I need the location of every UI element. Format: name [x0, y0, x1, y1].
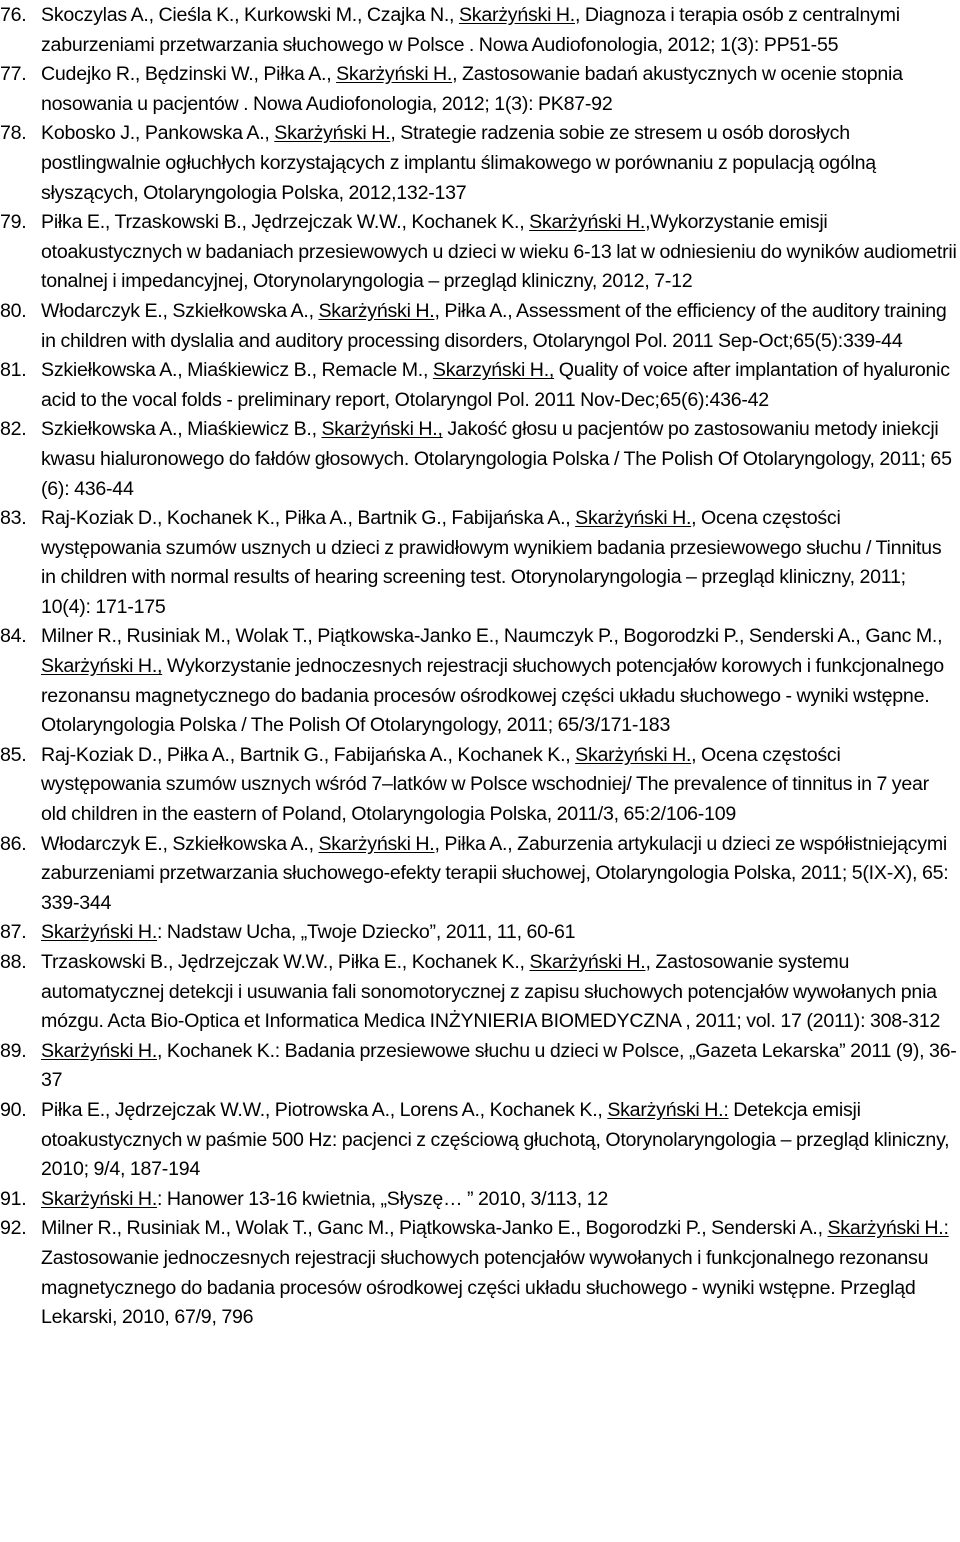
reference-segment: Zastosowanie jednoczesnych rejestracji słuchowych potencjałów wywołanych i funkcjonalnego rezonansu magnetycznego do badania procesów ośrodkowej części układu słuchowego - wyniki wstępne. Przegląd Lekarski, 2010, 67/9, 796: [41, 1246, 929, 1329]
reference-list: [0, 1, 958, 1333]
reference-number: 88.: [0, 951, 27, 973]
reference-item: [0, 504, 958, 622]
reference-segment: Detekcja emisji otoakustycznych w paśmie 500 Hz: pacjenci z częściową głuchotą, Otorynolaryngologia – przegląd kliniczny, 2010; 9/4, 187-194: [41, 1098, 950, 1181]
reference-item: [0, 208, 958, 297]
reference-item: [0, 948, 958, 1037]
reference-segment: Piłka E., Jędrzejczak W.W., Piotrowska A., Lorens A., Kochanek K.,: [41, 1098, 608, 1121]
reference-text: [41, 1188, 608, 1210]
reference-text: [41, 507, 941, 618]
author-highlight: Skarżyński H.: [336, 63, 453, 86]
author-highlight: Skarżyński H.: [41, 1039, 158, 1062]
reference-segment: Raj-Koziak D., Kochanek K., Piłka A., Bartnik G., Fabijańska A.,: [41, 507, 576, 530]
reference-text: [41, 921, 575, 943]
reference-number: 80.: [0, 299, 27, 322]
reference-segment: Piłka E., Trzaskowski B., Jędrzejczak W.W., Kochanek K.,: [41, 211, 530, 234]
reference-segment: , Piłka A., Zaburzenia artykulacji u dzieci ze współistniejącymi zaburzeniami przetwarzania słuchowego-efekty terapii słuchowej, Otolaryngologia Polska, 2011; 5(IX-X), 65: 339-344: [41, 832, 949, 914]
reference-item: [0, 119, 958, 208]
reference-segment: , Zastosowanie badań akustycznych w ocenie stopnia nosowania u pacjentów . Nowa Audiofonologia, 2012; 1(3): PK87-92: [41, 63, 903, 115]
reference-segment: ,Wykorzystanie emisji otoakustycznych w badaniach przesiewowych u dzieci w wieku 6-13 lat w odniesieniu do wyników audiometrii tonalnej i impedancyjnej, Otorynolaryngologia – przegląd kliniczny, 2012, 7-12: [41, 211, 957, 293]
reference-text: [41, 833, 948, 914]
reference-item: [0, 60, 958, 119]
reference-segment: Włodarczyk E., Szkiełkowska A.,: [41, 832, 319, 855]
reference-segment: Wykorzystanie jednoczesnych rejestracji słuchowych potencjałów korowych i funkcjonalnego rezonansu magnetycznego do badania procesów ośrodkowej części układu słuchowego - wyniki wstępne. Otolaryngologia Polska / The Polish Of Otolaryngology, 2011; 65/3/171-183: [41, 655, 944, 737]
reference-item: [0, 1185, 958, 1215]
reference-item: [0, 1, 958, 60]
author-highlight: Skarżyński H.: [41, 921, 158, 944]
reference-item: [0, 1096, 958, 1185]
reference-text: [41, 122, 876, 203]
author-highlight: Skarżyński H.: [575, 743, 692, 766]
reference-segment: : Hanower 13-16 kwietnia, „Słyszę… ” 2010, 3/113, 12: [157, 1187, 608, 1210]
reference-segment: Kobosko J., Pankowska A.,: [41, 122, 275, 145]
reference-text: [41, 63, 903, 115]
reference-segment: Quality of voice after implantation of hyaluronic acid to the vocal folds - preliminary report, Otolaryngol Pol. 2011 Nov-Dec;65(6):436-42: [41, 359, 950, 411]
reference-segment: Jakość głosu u pacjentów po zastosowaniu metody iniekcji kwasu hialuronowego do fałdów głosowych. Otolaryngologia Polska / The Polish Of Otolaryngology, 2011; 65 (6): 436-44: [41, 418, 952, 500]
reference-segment: Trzaskowski B., Jędrzejczak W.W., Piłka E., Kochanek K.,: [41, 951, 530, 973]
reference-number: 84.: [0, 625, 27, 648]
reference-segment: , Piłka A., Assessment of the efficiency of the auditory training in children with dyslalia and auditory processing disorders, Otolaryngol Pol. 2011 Sep-Oct;65(5):339-44: [41, 299, 947, 352]
reference-number: 81.: [0, 359, 27, 382]
reference-segment: , Strategie radzenia sobie ze stresem u osób dorosłych postlingwalnie ogłuchłych korzystających z implantu ślimakowego w porównaniu z populacją ogólną słyszących, Otolaryngologia Polska, 2012,132-137: [41, 122, 876, 204]
reference-item: [0, 830, 958, 919]
reference-text: [41, 625, 944, 736]
reference-number: 89.: [0, 1039, 27, 1062]
reference-segment: Cudejko R., Będzinski W., Piłka A.,: [41, 63, 337, 86]
author-highlight: Skarżyński H.: [458, 4, 575, 26]
reference-text: [41, 1040, 957, 1092]
reference-item: [0, 741, 958, 830]
reference-segment: , Kochanek K.: Badania przesiewowe słuchu u dzieci w Polsce, „Gazeta Lekarska” 2011 (9), 36-37: [41, 1039, 957, 1092]
reference-item: [0, 622, 958, 740]
author-highlight: Skarżyński H.: [318, 832, 435, 855]
reference-segment: : Nadstaw Ucha, „Twoje Dziecko”, 2011, 11, 60-61: [157, 921, 576, 944]
reference-text: [41, 300, 947, 352]
author-highlight: Skarżyński H.: [529, 211, 646, 234]
author-highlight: Skarżyński H.:: [827, 1217, 949, 1240]
reference-text: [41, 1217, 949, 1328]
reference-text: [41, 4, 900, 56]
reference-item: [0, 297, 958, 356]
reference-item: [0, 415, 958, 504]
reference-number: 91.: [0, 1187, 27, 1210]
author-highlight: Skarżyński H.,: [41, 655, 163, 678]
reference-segment: , Diagnoza i terapia osób z centralnymi zaburzeniami przetwarzania słuchowego w Polsce . Nowa Audiofonologia, 2012; 1(3): PP51-55: [41, 4, 900, 56]
reference-segment: Włodarczyk E., Szkiełkowska A.,: [41, 299, 319, 322]
author-highlight: Skarżyński H.: [575, 507, 692, 530]
reference-number: 76.: [0, 4, 27, 26]
reference-segment: Raj-Koziak D., Piłka A., Bartnik G., Fabijańska A., Kochanek K.,: [41, 743, 576, 766]
author-highlight: Skarżyński H.,: [321, 418, 443, 441]
reference-segment: , Zastosowanie systemu automatycznej detekcji i usuwania fali sonomotorycznej z zapisu słuchowych potencjałów wywołanych pnia mózgu. Acta Bio-Optica et Informatica Medica INŻYNIERIA BIOMEDYCZNA , 2011; vol. 17 (2011): 308-312: [41, 951, 941, 1033]
reference-item: [0, 1037, 958, 1096]
author-highlight: Skarżyński H.:: [607, 1098, 729, 1121]
reference-text: [41, 211, 957, 292]
author-highlight: Skarżyński H.: [529, 951, 646, 973]
reference-number: 78.: [0, 122, 27, 145]
reference-segment: Szkiełkowska A., Miaśkiewicz B.,: [41, 418, 322, 441]
author-highlight: Skarżyński H.: [41, 1187, 158, 1210]
reference-segment: Skoczylas A., Cieśla K., Kurkowski M., Czajka N.,: [41, 4, 459, 26]
reference-number: 77.: [0, 63, 27, 86]
reference-number: 83.: [0, 507, 27, 530]
reference-text: [41, 1099, 949, 1180]
reference-number: 90.: [0, 1098, 27, 1121]
reference-text: [41, 951, 940, 1032]
author-highlight: Skarżyński H.: [274, 122, 391, 145]
reference-segment: , Ocena częstości występowania szumów usznych wśród 7–latków w Polsce wschodniej/ The prevalence of tinnitus in 7 year old children in the eastern of Poland, Otolaryngologia Polska, 2011/3, 65:2/106-109: [41, 743, 929, 826]
reference-number: 86.: [0, 832, 27, 855]
reference-text: [41, 744, 929, 825]
reference-item: [0, 918, 958, 948]
reference-text: [41, 359, 950, 411]
reference-number: 82.: [0, 418, 27, 441]
reference-segment: Milner R., Rusiniak M., Wolak T., Piątkowska-Janko E., Naumczyk P., Bogorodzki P., Senderski A., Ganc M.,: [41, 625, 943, 648]
reference-number: 79.: [0, 211, 27, 234]
reference-number: 92.: [0, 1217, 27, 1240]
reference-segment: Szkiełkowska A., Miaśkiewicz B., Remacle M.,: [41, 359, 433, 382]
reference-item: [0, 1214, 958, 1332]
reference-number: 85.: [0, 743, 27, 766]
reference-item: [0, 356, 958, 415]
reference-text: [41, 418, 952, 499]
author-highlight: Skarżyński H.: [318, 299, 435, 322]
reference-segment: , Ocena częstości występowania szumów usznych u dzieci z prawidłowym wynikiem badania przesiewowego słuchu / Tinnitus in children with normal results of hearing screening test. Otorynolaryngologia – przegląd kliniczny, 2011; 10(4): 171-175: [41, 507, 942, 618]
reference-segment: Milner R., Rusiniak M., Wolak T., Ganc M., Piątkowska-Janko E., Bogorodzki P., Senderski A.,: [41, 1217, 828, 1240]
reference-number: 87.: [0, 921, 27, 944]
author-highlight: Skarzyński H.,: [432, 359, 555, 382]
